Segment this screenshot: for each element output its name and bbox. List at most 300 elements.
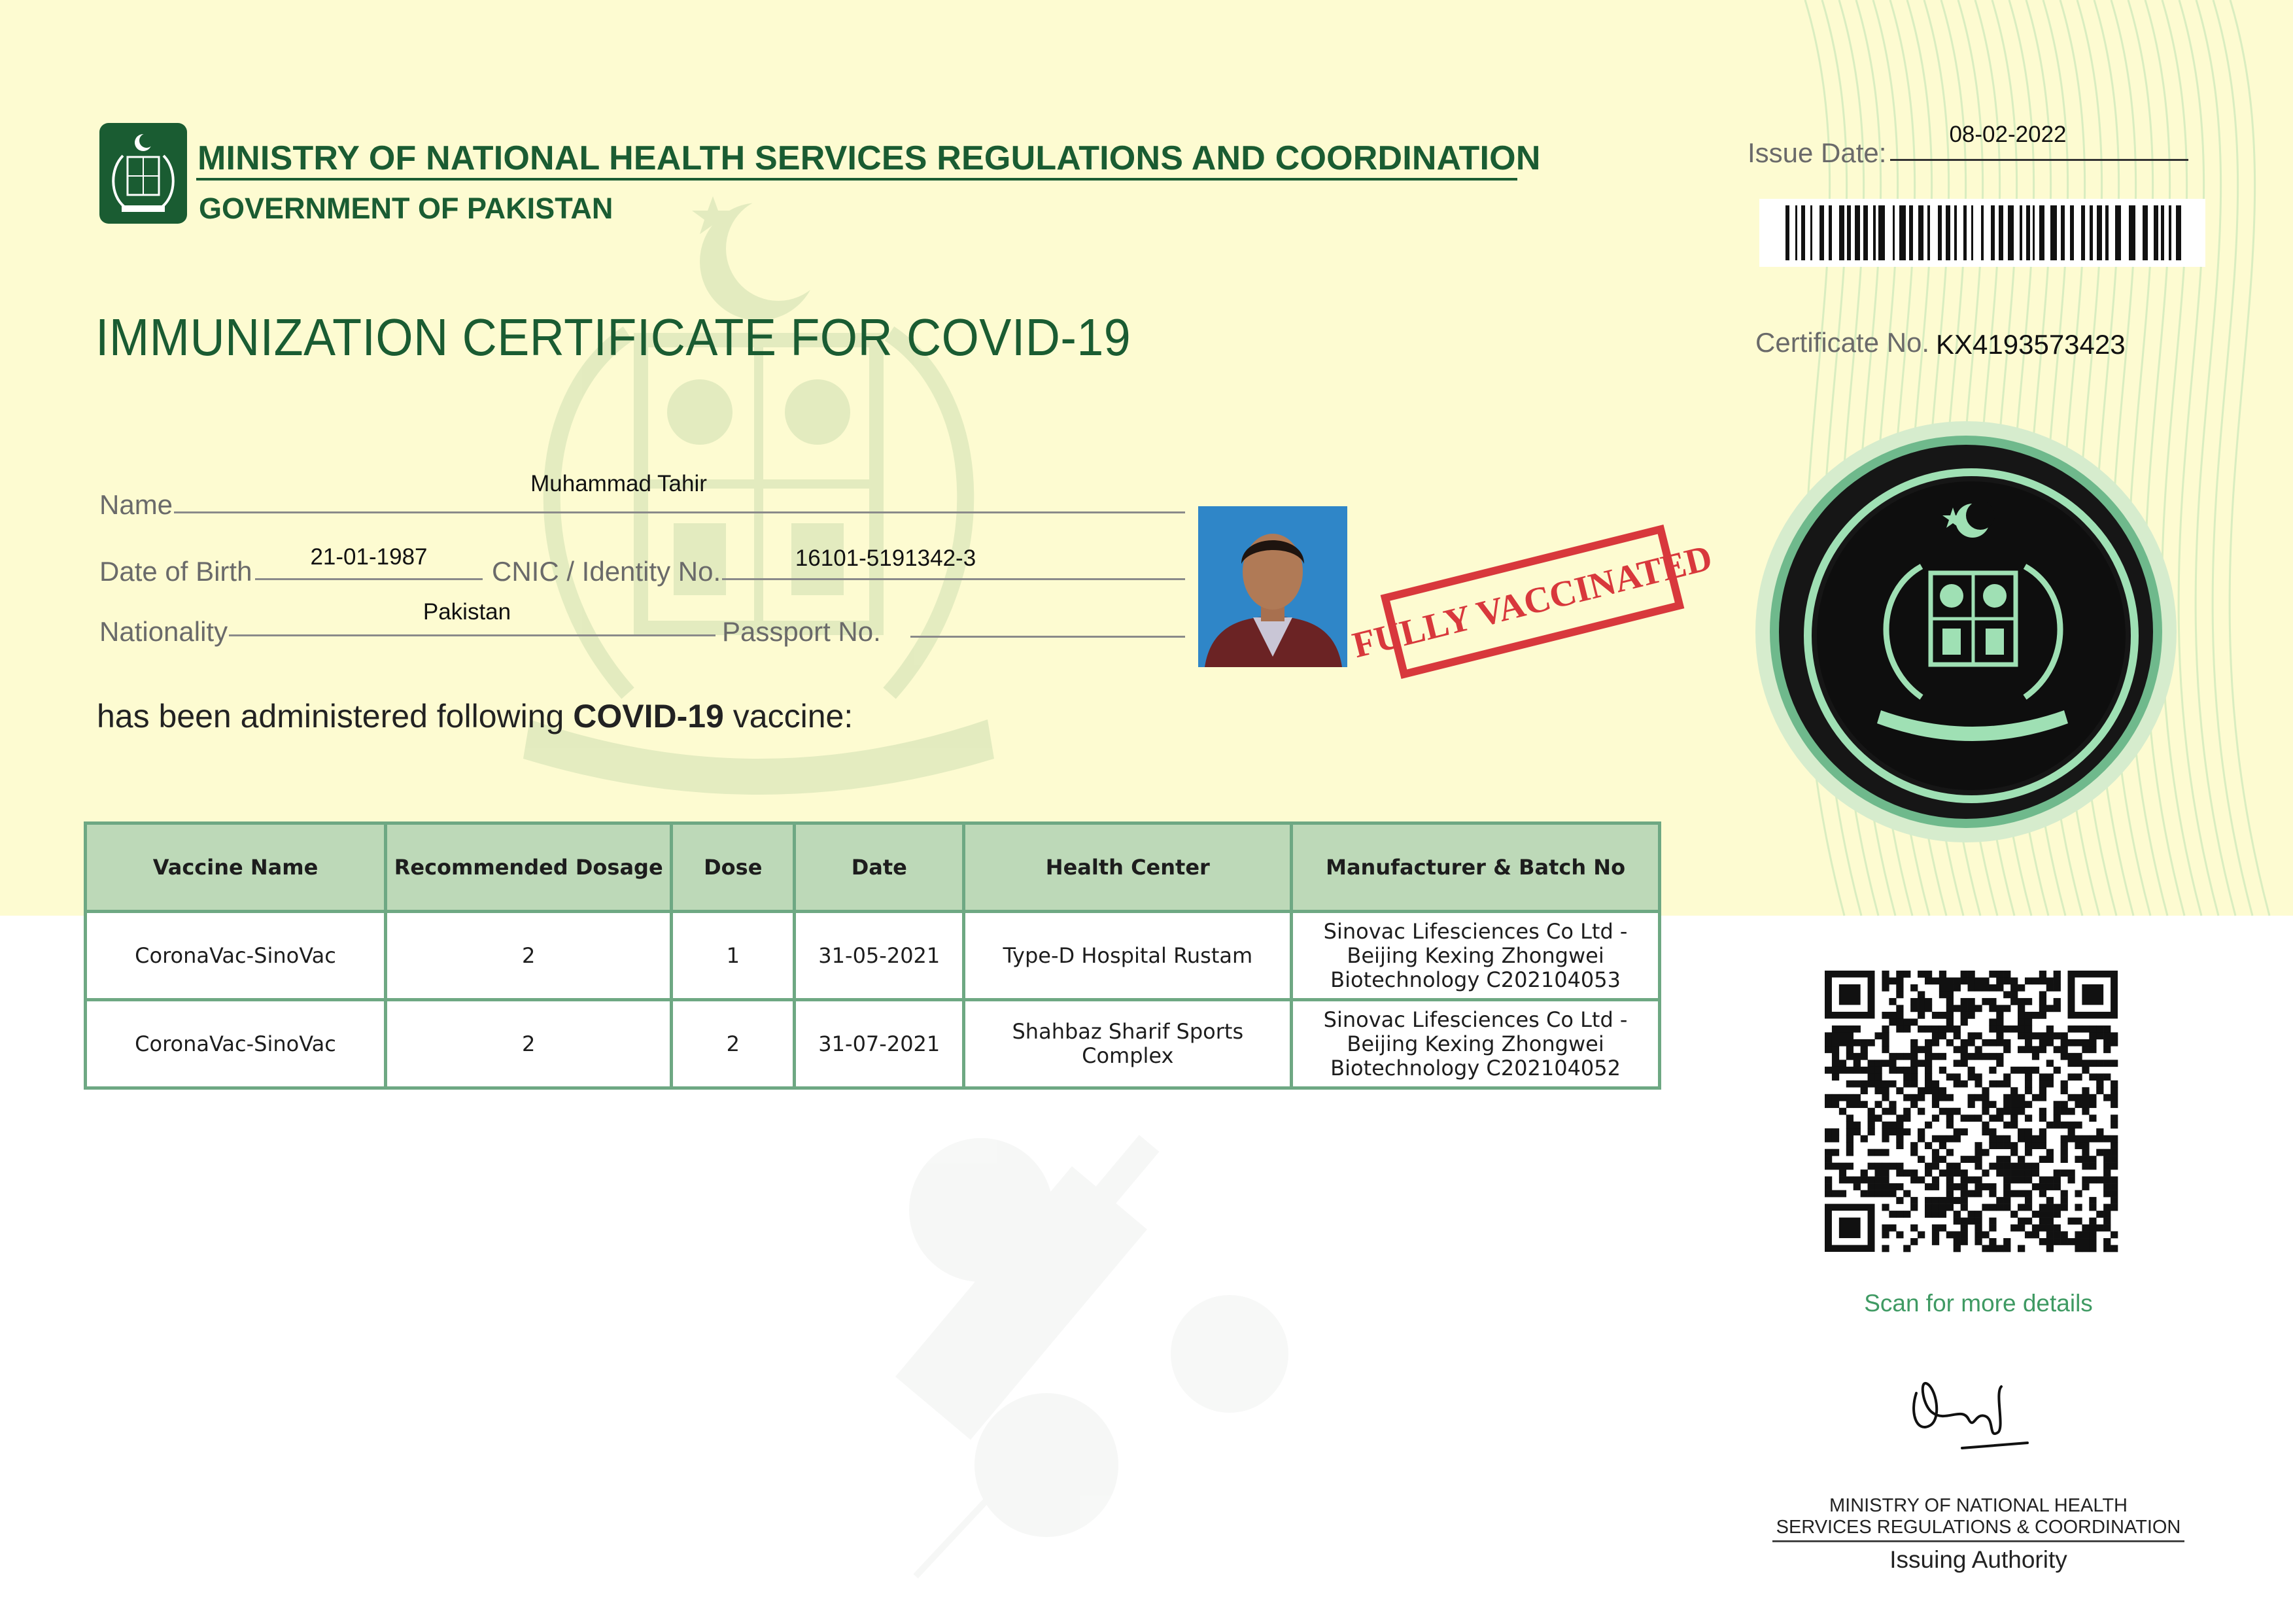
- qr-module: [1903, 1211, 1910, 1218]
- qr-module: [2096, 1177, 2103, 1184]
- qr-module: [2111, 1149, 2118, 1156]
- qr-module: [1939, 1067, 1946, 1074]
- qr-module: [2025, 1080, 2032, 1088]
- qr-module: [1989, 1190, 1996, 1198]
- qr-module: [2018, 984, 2025, 992]
- qr-module: [1882, 1177, 1889, 1184]
- qr-module: [1868, 1080, 1875, 1088]
- qr-module: [2111, 1197, 2118, 1204]
- qr-module: [1896, 1087, 1903, 1094]
- qr-module: [1925, 1183, 1932, 1190]
- qr-module: [1910, 998, 1918, 1005]
- barcode-bar: [1855, 205, 1860, 260]
- dose-cell: 1: [672, 912, 795, 1000]
- qr-module: [1968, 977, 1975, 984]
- qr-module: [2096, 1026, 2103, 1033]
- qr-module: [1846, 1114, 1853, 1122]
- qr-module: [2039, 1080, 2046, 1088]
- qr-module: [2111, 1245, 2118, 1253]
- qr-module: [2032, 1046, 2039, 1053]
- qr-module: [1939, 1012, 1946, 1019]
- qr-module: [2018, 1032, 2025, 1039]
- qr-module: [2039, 1204, 2046, 1211]
- qr-module: [2010, 1026, 2018, 1033]
- recommended-dosage-cell: 2: [385, 912, 671, 1000]
- qr-module: [1946, 1039, 1954, 1046]
- qr-module: [1832, 1190, 1839, 1198]
- qr-module: [1925, 971, 1932, 978]
- qr-module: [2046, 1032, 2054, 1039]
- qr-module: [2089, 1114, 2096, 1122]
- qr-module: [1903, 1108, 1910, 1115]
- qr-module: [1989, 1135, 1996, 1143]
- qr-module: [2054, 1238, 2061, 1245]
- qr-module: [1910, 1238, 1918, 1245]
- qr-module: [1961, 998, 1968, 1005]
- qr-module: [1861, 1101, 1868, 1108]
- qr-module: [1932, 1032, 1939, 1039]
- qr-module: [2039, 1012, 2046, 1019]
- qr-module: [1989, 1114, 1996, 1122]
- qr-module: [1910, 1018, 1918, 1026]
- qr-module: [1882, 1060, 1889, 1067]
- barcode-bar: [1878, 205, 1885, 260]
- qr-module: [2010, 1149, 2018, 1156]
- barcode-bar: [2070, 205, 2074, 260]
- qr-module: [1946, 1177, 1954, 1184]
- column-header: Manufacturer & Batch No: [1292, 823, 1660, 912]
- qr-module: [1989, 1204, 1996, 1211]
- qr-module: [2039, 1032, 2046, 1039]
- verification-qr-code[interactable]: [1825, 971, 2118, 1252]
- qr-module: [1946, 1232, 1954, 1239]
- qr-module: [1896, 1053, 1903, 1060]
- qr-module: [1925, 977, 1932, 984]
- qr-module: [1954, 1245, 1961, 1253]
- qr-module: [1968, 1114, 1975, 1122]
- qr-module: [2025, 1046, 2032, 1053]
- qr-module: [2010, 1142, 2018, 1149]
- qr-module: [2046, 1060, 2054, 1067]
- qr-module: [2054, 1108, 2061, 1115]
- qr-module: [1861, 1190, 1868, 1198]
- qr-module: [1974, 1163, 1982, 1170]
- qr-module: [2054, 1169, 2061, 1177]
- qr-module: [1853, 1039, 1861, 1046]
- qr-module: [2054, 1183, 2061, 1190]
- barcode-bar: [2039, 205, 2044, 260]
- qr-module: [2061, 1046, 2068, 1053]
- qr-module: [1996, 1018, 2003, 1026]
- qr-module: [1839, 1026, 1846, 1033]
- qr-module: [2068, 1053, 2075, 1060]
- qr-module: [2096, 1128, 2103, 1135]
- qr-module: [2018, 1018, 2025, 1026]
- qr-module: [2075, 1094, 2082, 1101]
- qr-module: [1896, 1114, 1903, 1122]
- qr-module: [1868, 1149, 1875, 1156]
- qr-module: [2068, 1026, 2075, 1033]
- qr-module: [1896, 1211, 1903, 1218]
- qr-module: [1939, 1087, 1946, 1094]
- qr-module: [1903, 1067, 1910, 1074]
- qr-module: [2082, 1232, 2089, 1239]
- qr-module: [1861, 1039, 1868, 1046]
- qr-module: [2032, 1067, 2039, 1074]
- barcode-bar: [2154, 205, 2158, 260]
- barcode-bar: [2169, 205, 2171, 260]
- qr-module: [2039, 971, 2046, 978]
- government-seal: [1750, 416, 2182, 848]
- qr-module: [2061, 1122, 2068, 1129]
- qr-module: [1903, 1094, 1910, 1101]
- qr-module: [1954, 984, 1961, 992]
- qr-module: [2089, 1046, 2096, 1053]
- qr-module: [2018, 1108, 2025, 1115]
- qr-module: [1868, 1177, 1875, 1184]
- qr-module: [1925, 1005, 1932, 1012]
- qr-finder-pattern: [2082, 984, 2103, 1005]
- qr-module: [1853, 1094, 1861, 1101]
- qr-module: [2039, 1190, 2046, 1198]
- barcode-bar: [1863, 205, 1868, 260]
- qr-module: [2046, 1156, 2054, 1163]
- qr-module: [1846, 1039, 1853, 1046]
- qr-module: [1832, 1128, 1839, 1135]
- qr-module: [2039, 1005, 2046, 1012]
- qr-module: [2089, 1197, 2096, 1204]
- qr-module: [1882, 1169, 1889, 1177]
- certificate-no-label: Certificate No.: [1755, 327, 1930, 358]
- qr-module: [1853, 1101, 1861, 1108]
- qr-module: [1918, 971, 1925, 978]
- qr-module: [2111, 1094, 2118, 1101]
- qr-module: [1925, 1211, 1932, 1218]
- qr-module: [2111, 1032, 2118, 1039]
- qr-module: [1954, 1026, 1961, 1033]
- dob-value: 21-01-1987: [310, 544, 428, 570]
- qr-module: [1846, 1080, 1853, 1088]
- qr-module: [1882, 1128, 1889, 1135]
- qr-module: [1989, 984, 1996, 992]
- qr-module: [1832, 1026, 1839, 1033]
- qr-module: [1861, 1087, 1868, 1094]
- manufacturer-batch-cell: Sinovac Lifesciences Co Ltd - Beijing Kexing Zhongwei Biotechnology C202104052: [1292, 1000, 1660, 1088]
- qr-module: [1946, 1094, 1954, 1101]
- qr-module: [1896, 1232, 1903, 1239]
- qr-module: [2003, 1039, 2010, 1046]
- barcode-bar: [1927, 205, 1930, 260]
- qr-module: [1889, 1012, 1896, 1019]
- qr-module: [2039, 1073, 2046, 1080]
- qr-module: [1882, 984, 1889, 992]
- qr-module: [1896, 1012, 1903, 1019]
- qr-module: [1903, 1169, 1910, 1177]
- statement-vaccine: COVID-19: [573, 698, 724, 734]
- qr-module: [2075, 1245, 2082, 1253]
- qr-module: [2010, 1190, 2018, 1198]
- qr-module: [2075, 1204, 2082, 1211]
- qr-module: [1932, 1156, 1939, 1163]
- qr-module: [1925, 1169, 1932, 1177]
- qr-module: [1825, 1163, 1832, 1170]
- qr-module: [1961, 1080, 1968, 1088]
- table-row: [86, 912, 1660, 1000]
- qr-module: [1889, 1183, 1896, 1190]
- qr-module: [2089, 1163, 2096, 1170]
- qr-module: [2003, 991, 2010, 998]
- barcode-bar: [2143, 205, 2148, 260]
- qr-module: [1853, 1183, 1861, 1190]
- qr-module: [1925, 998, 1932, 1005]
- qr-module: [1982, 1183, 1989, 1190]
- qr-module: [1961, 1190, 1968, 1198]
- qr-module: [2003, 1156, 2010, 1163]
- qr-module: [1932, 1080, 1939, 1088]
- qr-module: [2054, 1067, 2061, 1074]
- qr-module: [1910, 1060, 1918, 1067]
- issue-date-label: Issue Date:: [1748, 137, 1887, 168]
- qr-module: [2039, 998, 2046, 1005]
- qr-module: [2018, 1204, 2025, 1211]
- barcode-bar: [1971, 205, 1973, 260]
- qr-module: [2046, 977, 2054, 984]
- qr-module: [1889, 1018, 1896, 1026]
- qr-module: [1910, 1039, 1918, 1046]
- qr-module: [1861, 1177, 1868, 1184]
- qr-module: [1896, 1197, 1903, 1204]
- qr-module: [1968, 998, 1975, 1005]
- qr-module: [2061, 1087, 2068, 1094]
- qr-module: [2010, 998, 2018, 1005]
- qr-module: [2075, 1232, 2082, 1239]
- qr-module: [1825, 1046, 1832, 1053]
- qr-module: [1968, 984, 1975, 992]
- qr-module: [1968, 1190, 1975, 1198]
- qr-module: [1918, 1005, 1925, 1012]
- qr-module: [1868, 1122, 1875, 1129]
- qr-module: [2025, 1067, 2032, 1074]
- qr-module: [1932, 1224, 1939, 1232]
- qr-module: [1910, 1094, 1918, 1101]
- qr-module: [1839, 1067, 1846, 1074]
- qr-module: [1939, 1156, 1946, 1163]
- qr-module: [1910, 1005, 1918, 1012]
- cnic-underline: [722, 578, 1185, 580]
- qr-module: [1903, 971, 1910, 978]
- qr-module: [2096, 1211, 2103, 1218]
- qr-module: [1825, 1128, 1832, 1135]
- qr-module: [2039, 1046, 2046, 1053]
- qr-module: [2103, 1156, 2111, 1163]
- qr-module: [2103, 1224, 2111, 1232]
- qr-module: [1989, 1142, 1996, 1149]
- qr-module: [2025, 1073, 2032, 1080]
- qr-module: [2054, 984, 2061, 992]
- qr-module: [1939, 1211, 1946, 1218]
- qr-module: [2046, 1183, 2054, 1190]
- qr-module: [1861, 1053, 1868, 1060]
- qr-module: [1925, 1067, 1932, 1074]
- qr-module: [2039, 1177, 2046, 1184]
- qr-module: [1989, 1026, 1996, 1033]
- qr-module: [2082, 1060, 2089, 1067]
- qr-module: [2096, 1080, 2103, 1088]
- qr-module: [2061, 1053, 2068, 1060]
- qr-module: [2061, 1101, 2068, 1108]
- qr-module: [1846, 1032, 1853, 1039]
- qr-module: [1946, 1122, 1954, 1129]
- qr-module: [1832, 1101, 1839, 1108]
- qr-module: [1882, 1183, 1889, 1190]
- qr-module: [1954, 1197, 1961, 1204]
- qr-module: [2039, 991, 2046, 998]
- qr-module: [2075, 1101, 2082, 1108]
- qr-module: [1968, 1005, 1975, 1012]
- qr-module: [2018, 1012, 2025, 1019]
- qr-module: [1982, 1053, 1989, 1060]
- qr-module: [1868, 1128, 1875, 1135]
- qr-module: [1939, 1094, 1946, 1101]
- barcode-bar: [1999, 205, 2003, 260]
- qr-module: [2025, 1087, 2032, 1094]
- qr-module: [2039, 1094, 2046, 1101]
- qr-module: [2103, 1211, 2111, 1218]
- qr-module: [2111, 1135, 2118, 1143]
- qr-module: [2018, 1026, 2025, 1033]
- qr-module: [2089, 1101, 2096, 1108]
- qr-module: [1968, 1101, 1975, 1108]
- fully-vaccinated-stamp: [1348, 536, 1717, 667]
- qr-module: [2010, 1122, 2018, 1129]
- qr-module: [1946, 1163, 1954, 1170]
- qr-module: [2025, 1190, 2032, 1198]
- qr-module: [1918, 991, 1925, 998]
- qr-module: [1874, 1080, 1882, 1088]
- qr-module: [2082, 1039, 2089, 1046]
- qr-module: [2010, 1067, 2018, 1074]
- qr-module: [1932, 1101, 1939, 1108]
- qr-module: [1882, 1094, 1889, 1101]
- qr-module: [2111, 1183, 2118, 1190]
- qr-module: [2089, 1224, 2096, 1232]
- vaccine-name-cell: CoronaVac-SinoVac: [86, 912, 386, 1000]
- qr-module: [2068, 1094, 2075, 1101]
- qr-module: [2054, 1101, 2061, 1108]
- qr-module: [1896, 991, 1903, 998]
- qr-module: [1882, 1135, 1889, 1143]
- qr-module: [2025, 1232, 2032, 1239]
- qr-module: [1846, 1101, 1853, 1108]
- qr-module: [1982, 1204, 1989, 1211]
- qr-module: [1910, 1101, 1918, 1108]
- qr-module: [1846, 1177, 1853, 1184]
- qr-module: [1968, 1218, 1975, 1225]
- qr-module: [1889, 1122, 1896, 1129]
- qr-module: [1889, 998, 1896, 1005]
- qr-module: [1974, 1211, 1982, 1218]
- qr-module: [2018, 998, 2025, 1005]
- qr-module: [1903, 1026, 1910, 1033]
- qr-module: [2025, 1128, 2032, 1135]
- barcode-bar: [1795, 205, 1797, 260]
- qr-module: [2054, 1114, 2061, 1122]
- qr-module: [1896, 1183, 1903, 1190]
- qr-module: [1974, 1005, 1982, 1012]
- statement-prefix: has been administered following: [97, 698, 564, 734]
- qr-caption: Scan for more details: [1864, 1290, 2093, 1317]
- qr-module: [2025, 998, 2032, 1005]
- barcode-bar: [2161, 205, 2164, 260]
- qr-module: [1925, 1060, 1932, 1067]
- qr-module: [1853, 1080, 1861, 1088]
- qr-module: [1889, 1224, 1896, 1232]
- qr-module: [1874, 1114, 1882, 1122]
- qr-module: [1910, 1073, 1918, 1080]
- qr-module: [1889, 1053, 1896, 1060]
- qr-module: [2111, 1060, 2118, 1067]
- qr-module: [1874, 1067, 1882, 1074]
- qr-module: [2010, 1224, 2018, 1232]
- barcode-bar: [2129, 205, 2135, 260]
- qr-module: [2018, 1163, 2025, 1170]
- qr-module: [1968, 1177, 1975, 1184]
- qr-module: [1946, 1190, 1954, 1198]
- qr-module: [1939, 1026, 1946, 1033]
- qr-module: [1974, 1232, 1982, 1239]
- qr-module: [1954, 1128, 1961, 1135]
- qr-module: [2010, 991, 2018, 998]
- ministry-underline: [196, 178, 1517, 181]
- qr-module: [1868, 1190, 1875, 1198]
- qr-module: [1832, 1163, 1839, 1170]
- qr-module: [2025, 1114, 2032, 1122]
- qr-module: [1968, 1094, 1975, 1101]
- qr-module: [1925, 1204, 1932, 1211]
- qr-module: [1982, 998, 1989, 1005]
- statement-text: [97, 697, 853, 735]
- qr-module: [2061, 1039, 2068, 1046]
- virus-syringe-watermark: [889, 1099, 1400, 1583]
- qr-module: [1825, 1135, 1832, 1143]
- qr-module: [2054, 1177, 2061, 1184]
- qr-module: [1882, 1012, 1889, 1019]
- qr-module: [1825, 1032, 1832, 1039]
- qr-module: [1903, 1080, 1910, 1088]
- qr-module: [1874, 1149, 1882, 1156]
- qr-module: [1968, 971, 1975, 978]
- qr-module: [2010, 1211, 2018, 1218]
- qr-module: [2032, 1211, 2039, 1218]
- qr-module: [1932, 1211, 1939, 1218]
- qr-module: [1925, 1080, 1932, 1088]
- qr-module: [2082, 1142, 2089, 1149]
- qr-module: [2103, 1135, 2111, 1143]
- qr-module: [1832, 1053, 1839, 1060]
- qr-module: [2075, 1122, 2082, 1129]
- holder-photo: [1198, 506, 1347, 667]
- certificate-no-value: KX4193573423: [1936, 329, 2126, 360]
- qr-module: [2061, 1135, 2068, 1143]
- qr-module: [2025, 1026, 2032, 1033]
- qr-module: [1946, 1169, 1954, 1177]
- vaccine-name-cell: CoronaVac-SinoVac: [86, 1000, 386, 1088]
- passport-label: Passport No.: [722, 616, 881, 647]
- qr-module: [2018, 1128, 2025, 1135]
- qr-module: [1918, 1060, 1925, 1067]
- qr-module: [1974, 1238, 1982, 1245]
- qr-module: [1896, 1163, 1903, 1170]
